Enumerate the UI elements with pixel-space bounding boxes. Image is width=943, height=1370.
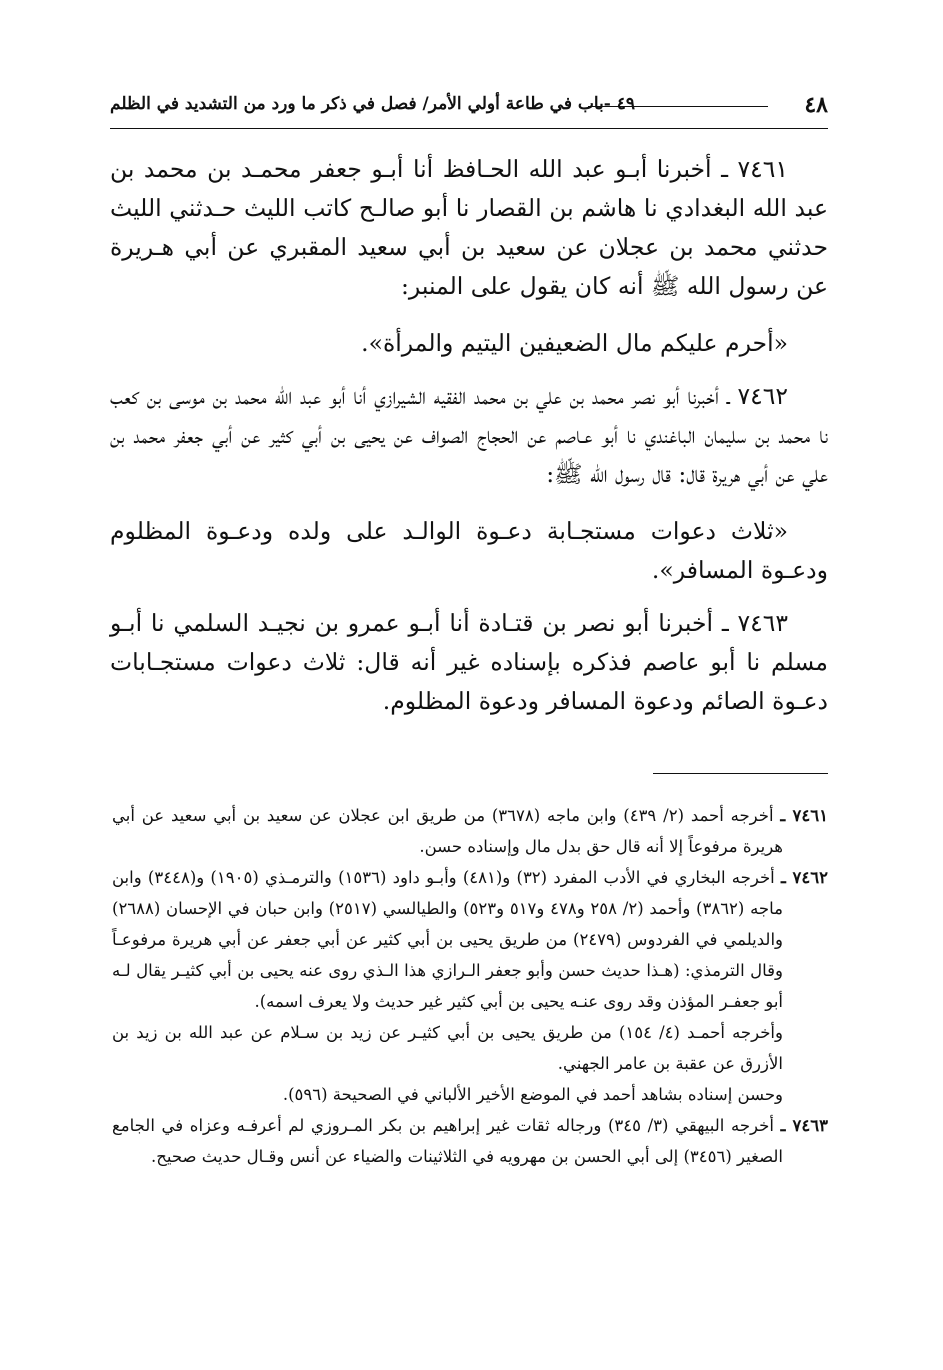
footnote-number: ٧٤٦٣ ـ: [780, 1116, 828, 1135]
footnote-7462-grading: وحسن إسناده بشاهد أحمد في الموضع الأخير الألباني في الصحيحة (٥٩٦).: [282, 1085, 783, 1104]
page-header: [110, 92, 828, 129]
footnote-number: ٧٤٦١ ـ: [780, 806, 828, 825]
hadith-7462: ٧٤٦٢ ـ أخبرنا أبو نصر محمد بن علي بن محمد الفقيه الشيرازي أنا أبو عبد الله محمد بن موسى بن كعب نا محمد بن سليمان الباغندي نا أبو عـاصم عن الحجاج الصواف عن يحيى بن أبي كثير عن أبي جعفر محمد بن علي عن أبي هريرة قال: قال رسول الله ﷺ:: [110, 382, 828, 488]
hadith-7463: ٧٤٦٣ ـ أخبرنا أبو نصر بن قتـادة أنا أبـو عمرو بن نجيـد السلمي نا أبـو مسلم نا أبو عاصم فذكره بإسناده غير أنه قال: ثلاث دعوات مستجـابات دعـوة الصائم ودعوة المسافر ودعوة المظلوم.: [110, 609, 828, 715]
main-text: [110, 150, 828, 739]
hadith-7462-quote: «ثلاث دعوات مستجـابة دعـوة الوالـد على ولده ودعـوة المظلوم ودعـوة المسافر».: [110, 517, 828, 584]
footnotes: [112, 800, 828, 1172]
footnote-7462: [112, 862, 828, 1017]
hadith-7461-quote: «أحرم عليكم مال الضعيفين اليتيم والمرأة».: [361, 329, 788, 357]
footnote-text: أخرجه البخاري في الأدب المفرد (٣٢) و(٤٨١) وأبـو داود (١٥٣٦) والترمـذي (١٩٠٥) و(٣٤٤٨) وابن ماجه (٣٨٦٢) وأحمد (٢/ ٢٥٨ و٤٧٨ و٥١٧ و٥٢٣) والطيالسي (٢٥١٧) وابن حبان في الإحسان (٢٦٨٨) والديلمي في الفردوس (٢٤٧٩) من طريق يحيى بن أبي كثير عن أبي جعفر عن أبي هريرة مرفوعـاً وقال الترمذي: (هـذا حديث حسن وأبو جعفر الـرازي هذا الـذي روى عنه يحيى بن أبي كثيـر يقال لـه أبو جعفـر المؤذن وقد روى عنـه يحيى بن أبي كثير غير حديث ولا يعرف اسمه).: [112, 868, 783, 1011]
footnote-7461: [112, 800, 828, 862]
hadith-7461: ٧٤٦١ ـ أخبرنا أبـو عبد الله الحـافظ أنا أبـو جعفر محمـد بن محمد بن عبد الله البغدادي نا هاشم بن القصار نا أبو صالـح كاتب الليث حـدثني الليث حدثني محمد بن عجلان عن سعيد بن أبي سعيد المقبري عن أبي هـريرة عن رسول الله ﷺ أنه كان يقول على المنبر:: [110, 155, 828, 300]
footnote-separator: [653, 773, 828, 774]
footnote-text: أخرجه البيهقي (٣/ ٣٤٥) ورجاله ثقات غير إبراهيم بن بكر المـروزي لم أعرفـه وعزاه في الجامع الصغير (٣٤٥٦) إلى أبي الحسن بن مهرويه في الثلاثينات والضياء عن أنس وقـال حديث صحيح.: [112, 1116, 783, 1166]
footnote-number: ٧٤٦٢ ـ: [780, 868, 828, 887]
footnote-7462-continued: وأخرجه أحمـد (٤/ ١٥٤) من طريق يحيى بن أبي كثيـر عن زيد بن سـلام عن عبد الله بن زيد بن الأزرق عن عقبة بن عامر الجهني.: [112, 1023, 783, 1073]
running-title: ٤٩ -باب في طاعة أولي الأمر/ فصل في ذكر ما ورد من التشديد في الظلم: [110, 94, 636, 114]
page-number: ٤٨: [804, 92, 828, 118]
footnote-7463: [112, 1110, 828, 1172]
footnote-text: أخرجه أحمد (٢/ ٤٣٩) وابن ماجه (٣٦٧٨) من طريق ابن عجلان عن سعيد بن أبي سعيد عن أبي هريرة مرفوعاً إلا أنه قال حق بدل مال وإسناده حسن.: [112, 806, 783, 856]
